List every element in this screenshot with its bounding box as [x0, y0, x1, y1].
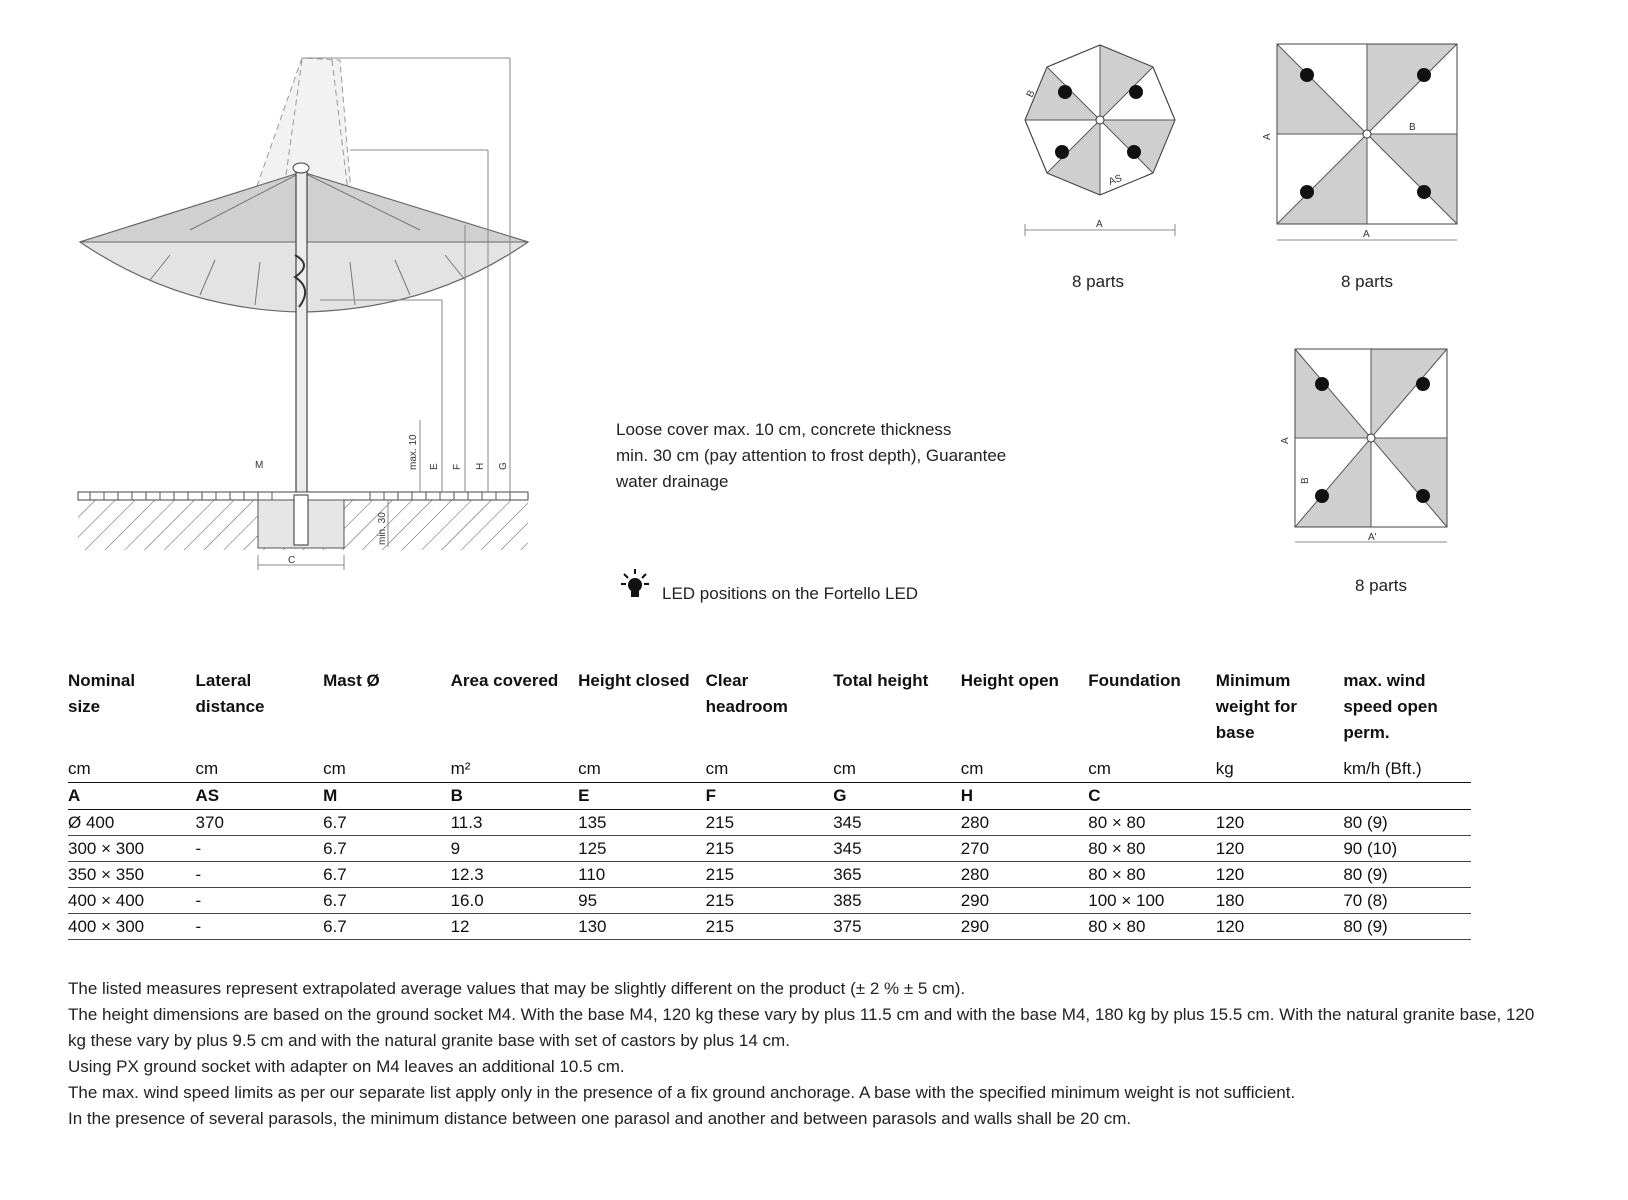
- table-cell: 120: [1216, 914, 1344, 940]
- table-cell: 345: [833, 810, 961, 836]
- table-cell: -: [196, 836, 324, 862]
- column-header-line: [1088, 694, 1216, 720]
- column-header-line: [961, 694, 1089, 720]
- table-cell: 80 × 80: [1088, 836, 1216, 862]
- table-cell: 370: [196, 810, 324, 836]
- footnote: The listed measures represent extrapolated average values that may be slightly different on the product (± 2 % ± 5 cm).: [68, 979, 966, 998]
- table-units-row: [68, 756, 1471, 783]
- specification-table: [68, 668, 1471, 940]
- rect-dim-a: A: [1280, 437, 1291, 444]
- unit-cell: cm: [578, 756, 706, 783]
- code-cell: G: [833, 783, 961, 810]
- square-dim-a-side: A: [1262, 133, 1273, 140]
- table-cell: 110: [578, 862, 706, 888]
- table-cell: 6.7: [323, 862, 451, 888]
- octagon-dim-a: A: [1096, 219, 1103, 230]
- rectangle-plan-view: [1280, 344, 1470, 559]
- table-cell: 80 × 80: [1088, 914, 1216, 940]
- table-row: [68, 914, 1471, 940]
- height-h-label: H: [475, 462, 486, 470]
- unit-cell: kg: [1216, 756, 1344, 783]
- unit-cell: cm: [196, 756, 324, 783]
- table-cell: 215: [706, 810, 834, 836]
- installation-note-line-2: min. 30 cm (pay attention to frost depth), Guarantee: [616, 446, 1007, 465]
- column-header-line: [323, 694, 451, 720]
- unit-cell: cm: [961, 756, 1089, 783]
- concrete-min-label: min. 30: [377, 512, 388, 545]
- table-cell: 16.0: [451, 888, 579, 914]
- column-header-line: [451, 720, 579, 746]
- table-cell: 180: [1216, 888, 1344, 914]
- installation-note: [616, 417, 1056, 495]
- height-g-label: G: [498, 462, 509, 470]
- column-header-line: perm.: [1343, 723, 1390, 742]
- footnotes: [68, 976, 1548, 1132]
- table-cell: 11.3: [451, 810, 579, 836]
- code-cell: F: [706, 783, 834, 810]
- code-cell: B: [451, 783, 579, 810]
- column-header: [578, 668, 706, 756]
- table-cell: -: [196, 914, 324, 940]
- table-cell: 385: [833, 888, 961, 914]
- table-row: [68, 836, 1471, 862]
- table-cell: 300 × 300: [68, 836, 196, 862]
- unit-cell: cm: [706, 756, 834, 783]
- table-cell: 12.3: [451, 862, 579, 888]
- table-cell: 375: [833, 914, 961, 940]
- table-cell: 80 × 80: [1088, 862, 1216, 888]
- table-cell: 95: [578, 888, 706, 914]
- column-header-line: [196, 720, 324, 746]
- table-cell: 130: [578, 914, 706, 940]
- square-dim-b: B: [1409, 122, 1416, 133]
- table-cell: -: [196, 862, 324, 888]
- table-cell: Ø 400: [68, 810, 196, 836]
- table-cell: 280: [961, 862, 1089, 888]
- column-header: [1343, 668, 1471, 756]
- mast-dimension-label: M: [255, 460, 264, 471]
- column-header-line: size: [68, 697, 101, 716]
- column-header-line: speed open: [1343, 697, 1438, 716]
- code-cell: E: [578, 783, 706, 810]
- table-cell: 6.7: [323, 810, 451, 836]
- table-header-row: [68, 668, 1471, 756]
- column-header-line: Mast Ø: [323, 671, 380, 690]
- table-cell: 345: [833, 836, 961, 862]
- octagon-dim-as: AS: [1107, 172, 1124, 188]
- column-header: [451, 668, 579, 756]
- column-header-line: [833, 694, 961, 720]
- parasol-elevation-drawing: [70, 50, 540, 610]
- code-cell: [1216, 783, 1344, 810]
- column-header-line: [833, 720, 961, 746]
- column-header-line: [706, 720, 834, 746]
- bulb-icon: [620, 568, 650, 602]
- table-row: [68, 862, 1471, 888]
- octagon-caption: 8 parts: [1072, 272, 1124, 291]
- code-cell: M: [323, 783, 451, 810]
- footnote: The height dimensions are based on the ground socket M4. With the base M4, 120 kg these vary by plus 11.5 cm and with the base M4, 180 kg by plus 15.5 cm. With the natural granite base, 120 kg these vary by plus 9.5 cm and with the natural granite base with set of castors by plus 14 cm.: [68, 1005, 1535, 1050]
- height-e-label: E: [429, 463, 440, 470]
- octagon-plan-view: [1000, 40, 1200, 255]
- column-header-line: Height open: [960, 671, 1059, 690]
- table-cell: 290: [961, 888, 1089, 914]
- table-cell: 80 (9): [1343, 914, 1471, 940]
- column-header-line: [578, 694, 706, 720]
- column-header-line: [961, 720, 1089, 746]
- column-header-line: Area covered: [450, 671, 559, 690]
- rect-dim-b: B: [1300, 477, 1311, 484]
- column-header-line: weight for: [1215, 697, 1297, 716]
- column-header-line: Nominal: [68, 671, 136, 690]
- column-header: [196, 668, 324, 756]
- table-cell: 80 (9): [1343, 810, 1471, 836]
- code-cell: [1343, 783, 1471, 810]
- code-cell: AS: [196, 783, 324, 810]
- table-cell: 215: [706, 836, 834, 862]
- unit-cell: cm: [833, 756, 961, 783]
- column-header: [1216, 668, 1344, 756]
- column-header-line: Foundation: [1088, 671, 1181, 690]
- led-legend: [620, 566, 918, 604]
- table-cell: 365: [833, 862, 961, 888]
- table-row: [68, 888, 1471, 914]
- column-header-line: [1088, 720, 1216, 746]
- column-header-line: Total height: [833, 671, 929, 690]
- table-cell: 12: [451, 914, 579, 940]
- unit-cell: km/h (Bft.): [1343, 756, 1471, 783]
- column-header: [706, 668, 834, 756]
- unit-cell: m²: [451, 756, 579, 783]
- column-header-line: [578, 720, 706, 746]
- footnote: In the presence of several parasols, the minimum distance between one parasol and another and between parasols and walls shall be 20 cm.: [68, 1109, 1132, 1128]
- height-f-label: F: [452, 463, 463, 470]
- column-header-line: headroom: [705, 697, 788, 716]
- column-header-line: Lateral: [195, 671, 252, 690]
- column-header-line: [323, 720, 451, 746]
- table-cell: 215: [706, 862, 834, 888]
- table-cell: 120: [1216, 836, 1344, 862]
- column-header-line: Height closed: [578, 671, 690, 690]
- table-cell: 80 (9): [1343, 862, 1471, 888]
- table-row: [68, 810, 1471, 836]
- rect-dim-a-prime: A': [1368, 532, 1377, 543]
- column-header: [833, 668, 961, 756]
- column-header-line: [451, 694, 579, 720]
- table-cell: 400 × 300: [68, 914, 196, 940]
- table-cell: 80 × 80: [1088, 810, 1216, 836]
- table-cell: 290: [961, 914, 1089, 940]
- installation-note-line-1: Loose cover max. 10 cm, concrete thickness: [616, 420, 952, 439]
- table-cell: 280: [961, 810, 1089, 836]
- code-cell: C: [1088, 783, 1216, 810]
- table-cell: 100 × 100: [1088, 888, 1216, 914]
- column-header: [961, 668, 1089, 756]
- column-header: [323, 668, 451, 756]
- table-cell: 120: [1216, 862, 1344, 888]
- table-cell: 6.7: [323, 914, 451, 940]
- led-legend-text: LED positions on the Fortello LED: [662, 584, 919, 603]
- unit-cell: cm: [1088, 756, 1216, 783]
- table-cell: 400 × 400: [68, 888, 196, 914]
- column-header-line: Clear: [705, 671, 749, 690]
- table-cell: -: [196, 888, 324, 914]
- footnote: The max. wind speed limits as per our separate list apply only in the presence of a fix ground anchorage. A base with the specified minimum weight is not sufficient.: [68, 1083, 1296, 1102]
- table-cell: 120: [1216, 810, 1344, 836]
- table-cell: 70 (8): [1343, 888, 1471, 914]
- code-cell: H: [961, 783, 1089, 810]
- table-cell: 90 (10): [1343, 836, 1471, 862]
- footnote: Using PX ground socket with adapter on M4 leaves an additional 10.5 cm.: [68, 1057, 625, 1076]
- column-header: [68, 668, 196, 756]
- table-cell: 6.7: [323, 888, 451, 914]
- unit-cell: cm: [323, 756, 451, 783]
- column-header-line: max. wind: [1343, 671, 1426, 690]
- column-header-line: Minimum: [1215, 671, 1291, 690]
- table-cell: 350 × 350: [68, 862, 196, 888]
- table-codes-row: [68, 783, 1471, 810]
- square-caption: 8 parts: [1341, 272, 1393, 291]
- unit-cell: cm: [68, 756, 196, 783]
- column-header-line: [68, 720, 196, 746]
- table-cell: 270: [961, 836, 1089, 862]
- code-cell: A: [68, 783, 196, 810]
- table-cell: 215: [706, 914, 834, 940]
- column-header: [1088, 668, 1216, 756]
- square-dim-a: A: [1363, 229, 1370, 240]
- table-cell: 6.7: [323, 836, 451, 862]
- column-header-line: distance: [195, 697, 265, 716]
- foundation-dimension-label: C: [288, 555, 296, 566]
- table-cell: 9: [451, 836, 579, 862]
- column-header-line: base: [1215, 723, 1255, 742]
- installation-note-line-3: water drainage: [616, 472, 729, 491]
- table-cell: 125: [578, 836, 706, 862]
- square-plan-view: [1262, 40, 1472, 255]
- rectangle-caption: 8 parts: [1355, 576, 1407, 595]
- table-cell: 135: [578, 810, 706, 836]
- table-cell: 215: [706, 888, 834, 914]
- cover-max-label: max. 10: [408, 434, 419, 470]
- octagon-dim-b: B: [1024, 88, 1038, 100]
